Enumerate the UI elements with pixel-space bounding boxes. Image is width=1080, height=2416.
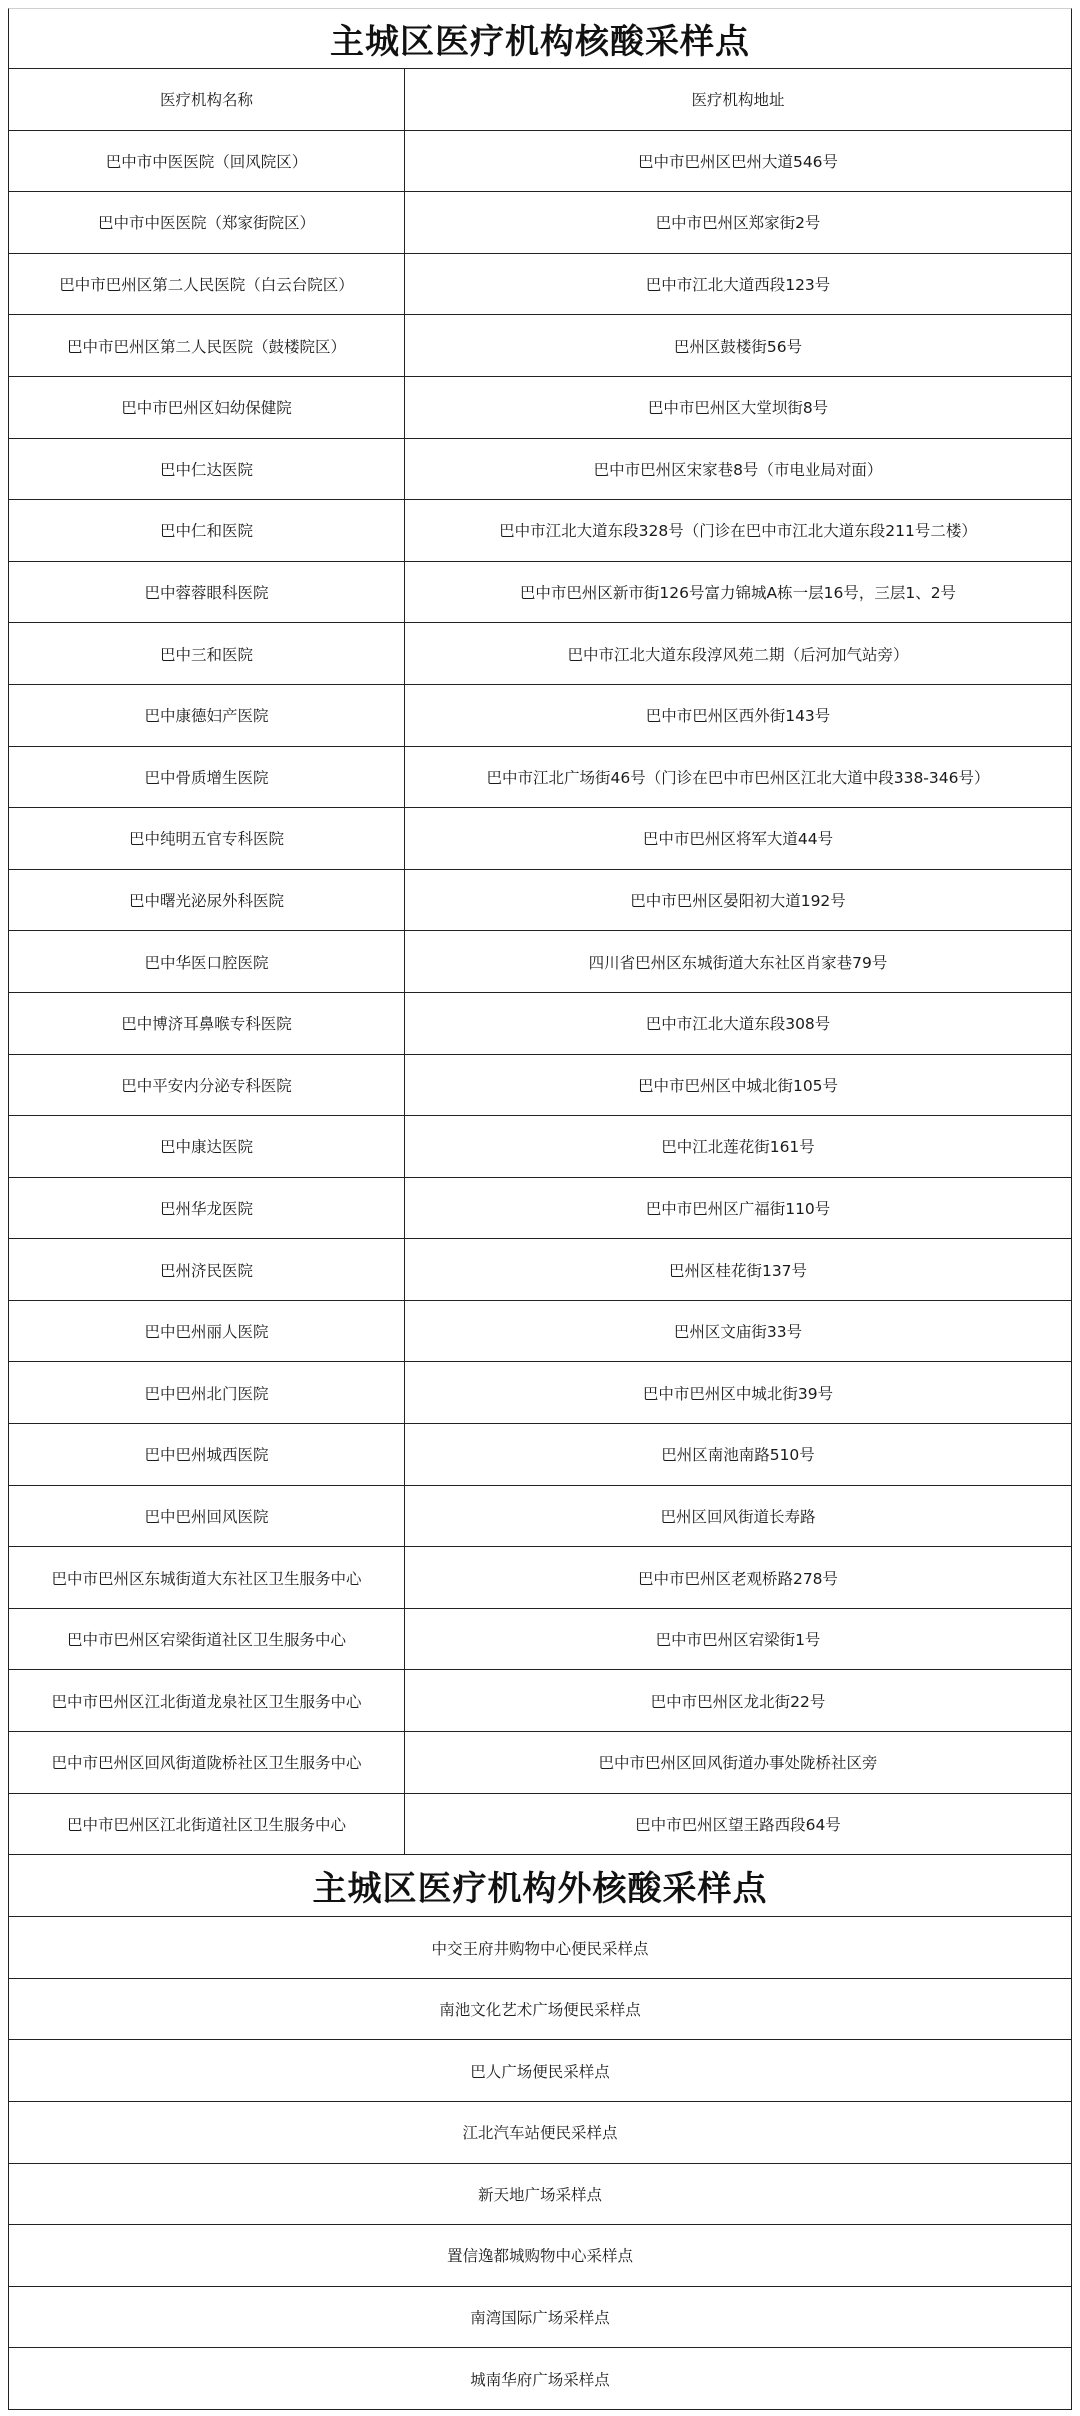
table-row: [9, 1055, 1071, 1117]
institution-name: 巴州济民医院: [9, 1239, 405, 1300]
institution-name: 巴中巴州城西医院: [9, 1424, 405, 1485]
table-row: [9, 1424, 1071, 1486]
institution-address: 巴中市巴州区广福街110号: [645, 1199, 831, 1218]
list-item: [9, 2102, 1071, 2164]
institution-address: 巴中市巴州区郑家街2号: [655, 214, 821, 233]
institution-address: 巴中市江北大道西段123号: [645, 276, 831, 295]
table-row: [9, 315, 1071, 377]
institution-name: 巴中平安内分泌专科医院: [9, 1055, 405, 1116]
institution-address: 巴中市江北大道东段淳风苑二期（后河加气站旁）: [567, 645, 909, 664]
table-row: [9, 500, 1071, 562]
institution-address: 巴中市巴州区回风街道办事处陇桥社区旁: [598, 1754, 878, 1773]
institution-name: 巴中三和医院: [9, 623, 405, 684]
sampling-site-name: 南池文化艺术广场便民采样点: [439, 2001, 641, 2020]
institution-name: 巴中仁和医院: [9, 500, 405, 561]
section2-title: 主城区医疗机构外核酸采样点: [9, 1855, 1071, 1917]
institution-address: 巴中市巴州区中城北街39号: [642, 1384, 834, 1403]
institution-name: 巴中市巴州区江北街道龙泉社区卫生服务中心: [9, 1670, 405, 1731]
table-row: [9, 1609, 1071, 1671]
section1-title: 主城区医疗机构核酸采样点: [9, 9, 1071, 69]
list-item: [9, 2040, 1071, 2102]
institution-name: 巴中仁达医院: [9, 439, 405, 500]
sampling-site-name: 中交王府井购物中心便民采样点: [431, 1939, 649, 1958]
table-row: [9, 1301, 1071, 1363]
institution-name: 巴中纯明五官专科医院: [9, 808, 405, 869]
institution-address: 巴中江北莲花街161号: [661, 1138, 815, 1157]
institution-address: 巴州区桂花街137号: [668, 1261, 808, 1280]
institution-name: 巴中市中医医院（郑家街院区）: [9, 192, 405, 253]
section2-table-body: [9, 1917, 1071, 2410]
list-item: [9, 1979, 1071, 2041]
table-row: [9, 1486, 1071, 1548]
institution-address: 巴中市巴州区老观桥路278号: [637, 1569, 839, 1588]
institution-address: 巴中市巴州区新市街126号富力锦城A栋一层16号，三层1、2号: [519, 584, 957, 603]
institution-address: 巴中市巴州区宕梁街1号: [655, 1631, 821, 1650]
institution-address: 巴中市巴州区中城北街105号: [637, 1076, 839, 1095]
list-item: [9, 2348, 1071, 2410]
institution-name: 巴中华医口腔医院: [9, 931, 405, 992]
institution-name: 巴中市巴州区回风街道陇桥社区卫生服务中心: [9, 1732, 405, 1793]
institution-name: 巴中市巴州区东城街道大东社区卫生服务中心: [9, 1547, 405, 1608]
institution-address: 巴中市巴州区巴州大道546号: [637, 152, 839, 171]
table-row: [9, 685, 1071, 747]
institution-address: 巴中市巴州区晏阳初大道192号: [630, 892, 846, 911]
sampling-site-name: 置信逸都城购物中心采样点: [446, 2247, 633, 2266]
table-header-row: [9, 69, 1071, 131]
institution-address: 巴州区回风街道长寿路: [660, 1507, 816, 1526]
institution-name: 巴中巴州回风医院: [9, 1486, 405, 1547]
institution-address: 巴中市巴州区西外街143号: [645, 707, 831, 726]
institution-name: 巴中市巴州区第二人民医院（白云台院区）: [9, 254, 405, 315]
institution-name: 巴中博济耳鼻喉专科医院: [9, 993, 405, 1054]
institution-address: 巴州区南池南路510号: [661, 1446, 815, 1465]
table-row: [9, 931, 1071, 993]
table-row: [9, 1116, 1071, 1178]
institution-name: 巴中市巴州区妇幼保健院: [9, 377, 405, 438]
table-row: [9, 1362, 1071, 1424]
table-row: [9, 377, 1071, 439]
institution-name: 巴中康德妇产医院: [9, 685, 405, 746]
table-row: [9, 747, 1071, 809]
institution-address: 巴中市巴州区龙北街22号: [650, 1692, 826, 1711]
institution-name: 巴中巴州北门医院: [9, 1362, 405, 1423]
institution-address: 巴中市江北大道东段328号（门诊在巴中市江北大道东段211号二楼）: [499, 522, 977, 541]
table-row: [9, 1239, 1071, 1301]
institution-address: 巴中市巴州区宋家巷8号（市电业局对面）: [593, 460, 883, 479]
table-row: [9, 254, 1071, 316]
institution-name: 巴中蓉蓉眼科医院: [9, 562, 405, 623]
table-row: [9, 1178, 1071, 1240]
institution-name: 巴中骨质增生医院: [9, 747, 405, 808]
institution-name: 巴中曙光泌尿外科医院: [9, 870, 405, 931]
institution-name: 巴中巴州丽人医院: [9, 1301, 405, 1362]
sampling-sites-sheet: [8, 8, 1072, 2410]
list-item: [9, 2225, 1071, 2287]
sampling-site-name: 新天地广场采样点: [477, 2185, 602, 2204]
table-row: [9, 1547, 1071, 1609]
header-address: 医疗机构地址: [691, 91, 785, 110]
table-row: [9, 1670, 1071, 1732]
list-item: [9, 1917, 1071, 1979]
list-item: [9, 2287, 1071, 2349]
header-name: 医疗机构名称: [9, 69, 405, 130]
table-row: [9, 439, 1071, 501]
table-row: [9, 131, 1071, 193]
institution-address: 巴中市巴州区大堂坝街8号: [647, 399, 829, 418]
sampling-site-name: 江北汽车站便民采样点: [462, 2124, 618, 2143]
institution-address: 巴中市巴州区望王路西段64号: [635, 1815, 841, 1834]
section1-table-body: [9, 131, 1071, 1856]
table-row: [9, 192, 1071, 254]
list-item: [9, 2164, 1071, 2226]
sampling-site-name: 城南华府广场采样点: [470, 2370, 610, 2389]
institution-name: 巴中市巴州区第二人民医院（鼓楼院区）: [9, 315, 405, 376]
institution-address: 巴中市江北广场街46号（门诊在巴中市巴州区江北大道中段338-346号）: [486, 768, 990, 787]
table-row: [9, 993, 1071, 1055]
institution-name: 巴中市巴州区江北街道社区卫生服务中心: [9, 1794, 405, 1855]
institution-address: 四川省巴州区东城街道大东社区肖家巷79号: [588, 953, 888, 972]
institution-address: 巴州区鼓楼街56号: [673, 337, 803, 356]
table-row: [9, 562, 1071, 624]
table-row: [9, 623, 1071, 685]
sampling-site-name: 巴人广场便民采样点: [470, 2062, 610, 2081]
table-row: [9, 1794, 1071, 1856]
institution-name: 巴中市中医医院（回风院区）: [9, 131, 405, 192]
institution-address: 巴中市江北大道东段308号: [645, 1015, 831, 1034]
table-row: [9, 870, 1071, 932]
table-row: [9, 1732, 1071, 1794]
institution-address: 巴中市巴州区将军大道44号: [642, 830, 834, 849]
institution-name: 巴中市巴州区宕梁街道社区卫生服务中心: [9, 1609, 405, 1670]
table-row: [9, 808, 1071, 870]
sampling-site-name: 南湾国际广场采样点: [470, 2309, 610, 2328]
institution-address: 巴州区文庙街33号: [673, 1323, 803, 1342]
institution-name: 巴中康达医院: [9, 1116, 405, 1177]
institution-name: 巴州华龙医院: [9, 1178, 405, 1239]
